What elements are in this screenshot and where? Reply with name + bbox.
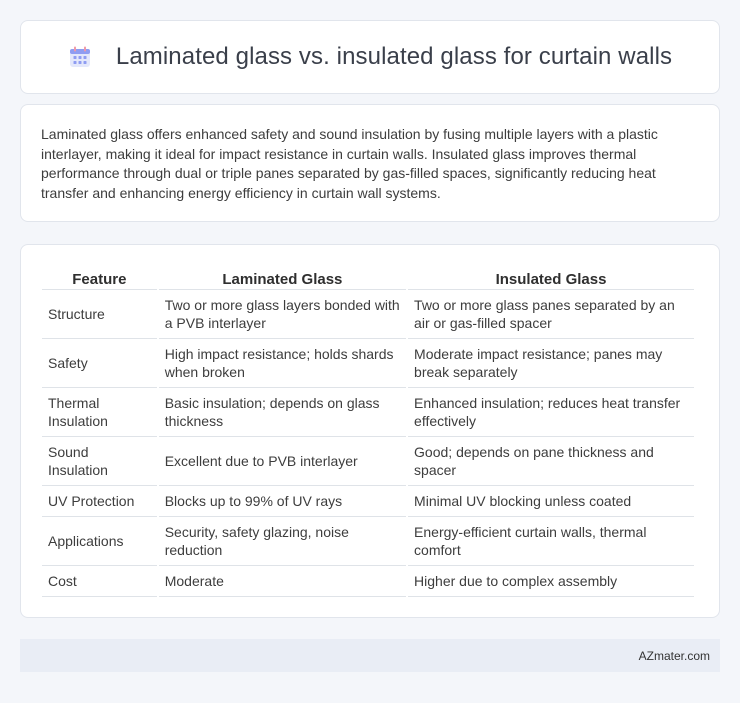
- laminated-cell: Two or more glass layers bonded with a PVB interlayer: [159, 290, 406, 339]
- footer-bar: [20, 639, 720, 672]
- laminated-cell: Moderate: [159, 566, 406, 597]
- laminated-cell: Blocks up to 99% of UV rays: [159, 486, 406, 517]
- laminated-cell: Security, safety glazing, noise reduction: [159, 517, 406, 566]
- insulated-cell: Enhanced insulation; reduces heat transfer effectively: [408, 388, 694, 437]
- insulated-cell: Minimal UV blocking unless coated: [408, 486, 694, 517]
- header-insulated-glass: Insulated Glass: [408, 265, 694, 290]
- table-row: [42, 339, 694, 388]
- insulated-cell: Two or more glass panes separated by an air or gas-filled spacer: [408, 290, 694, 339]
- feature-cell: UV Protection: [42, 486, 157, 517]
- header-feature: Feature: [42, 265, 157, 290]
- comparison-table-card: [20, 244, 720, 618]
- header-laminated-glass: Laminated Glass: [159, 265, 406, 290]
- feature-cell: Sound Insulation: [42, 437, 157, 486]
- feature-cell: Safety: [42, 339, 157, 388]
- feature-cell: Cost: [42, 566, 157, 597]
- laminated-cell: Basic insulation; depends on glass thickness: [159, 388, 406, 437]
- page-title: Laminated glass vs. insulated glass for curtain walls: [115, 43, 673, 70]
- laminated-cell: Excellent due to PVB interlayer: [159, 437, 406, 486]
- comparison-table: [40, 265, 696, 597]
- footer-brand: AZmater.com: [638, 648, 710, 663]
- summary-card: [20, 104, 720, 222]
- table-row: [42, 486, 694, 517]
- feature-cell: Applications: [42, 517, 157, 566]
- insulated-cell: Higher due to complex assembly: [408, 566, 694, 597]
- insulated-cell: Good; depends on pane thickness and spacer: [408, 437, 694, 486]
- summary-text: Laminated glass offers enhanced safety and sound insulation by fusing multiple layers with a plastic interlayer, making it ideal for impact resistance in curtain walls. Insulated glass improves thermal performance through dual or triple panes separated by gas-filled spaces, significantly reducing heat transfer and enhancing energy efficiency in curtain wall systems.: [41, 126, 658, 201]
- insulated-cell: Energy-efficient curtain walls, thermal comfort: [408, 517, 694, 566]
- laminated-cell: High impact resistance; holds shards when broken: [159, 339, 406, 388]
- title-card: [20, 20, 720, 94]
- insulated-cell: Moderate impact resistance; panes may break separately: [408, 339, 694, 388]
- table-row: [42, 517, 694, 566]
- table-row: [42, 388, 694, 437]
- feature-cell: Thermal Insulation: [42, 388, 157, 437]
- table-header-row: [42, 265, 694, 290]
- feature-cell: Structure: [42, 290, 157, 339]
- table-row: [42, 566, 694, 597]
- table-row: [42, 437, 694, 486]
- table-row: [42, 290, 694, 339]
- calendar-icon: [68, 45, 92, 69]
